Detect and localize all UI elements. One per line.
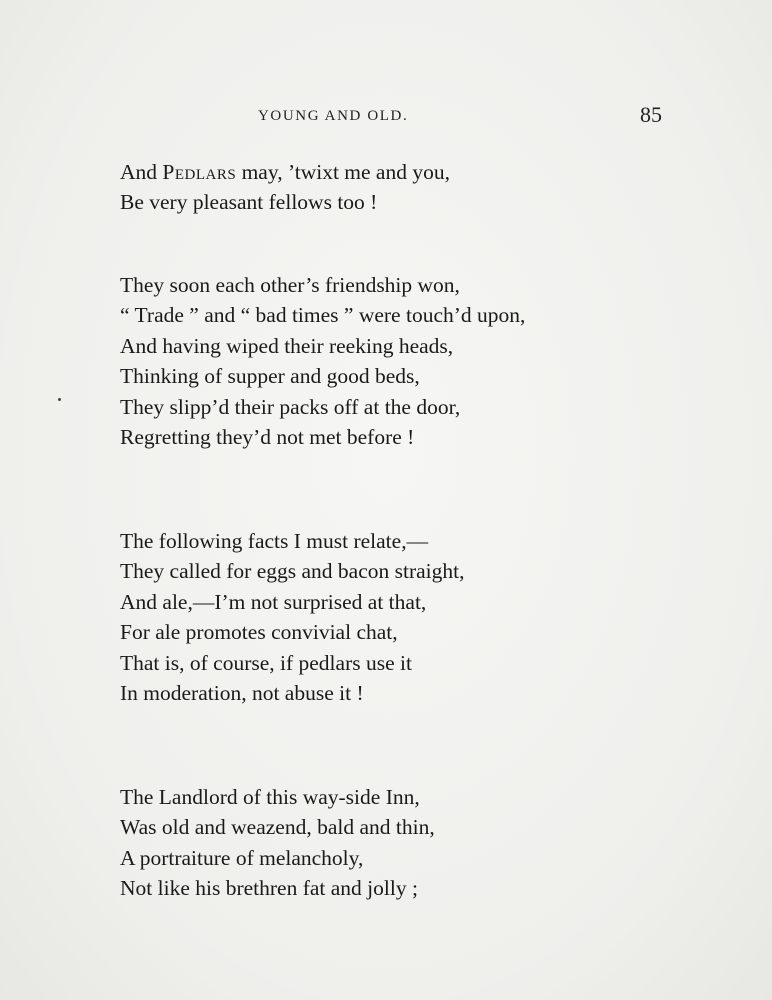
stanza-4 xyxy=(120,782,700,904)
page-number: 85 xyxy=(640,102,662,127)
running-title: YOUNG AND OLD. xyxy=(258,108,409,124)
line-text: may, ’twixt me and you, xyxy=(236,160,450,184)
poem-line xyxy=(120,157,700,187)
poem-line: That is, of course, if pedlars use it xyxy=(120,650,412,675)
ink-speck xyxy=(58,398,61,401)
poem-line: And having wiped their reeking heads, xyxy=(120,333,454,358)
poem-line: A portraiture of melancholy, xyxy=(120,845,364,870)
poem-line: Regretting they’d not met before ! xyxy=(120,425,415,450)
page-header xyxy=(0,100,772,130)
poem-line: Not like his brethren fat and jolly ; xyxy=(120,876,418,901)
line-text: And xyxy=(120,160,163,184)
small-caps-word: Pedlars xyxy=(162,160,237,184)
poem-line: Was old and weazend, bald and thin, xyxy=(120,815,435,840)
poem-line: Be very pleasant fellows too ! xyxy=(120,190,378,215)
poem-line: They soon each other’s friendship won, xyxy=(120,273,460,297)
poem-line: In moderation, not abuse it ! xyxy=(120,681,364,706)
poem-line: The following facts I must relate,— xyxy=(120,529,429,553)
poem-line: Thinking of supper and good beds, xyxy=(120,364,420,389)
stanza-1 xyxy=(120,157,700,218)
poem-line: For ale promotes convivial chat, xyxy=(120,620,398,645)
poem-line: They slipp’d their packs off at the door, xyxy=(120,394,461,419)
poem-line: They called for eggs and bacon straight, xyxy=(120,559,465,584)
poem-line: The Landlord of this way-side Inn, xyxy=(120,785,420,809)
stanza-3 xyxy=(120,526,700,708)
poem-line: And ale,—I’m not surprised at that, xyxy=(120,589,427,614)
stanza-2 xyxy=(120,270,700,452)
poem-line: “ Trade ” and “ bad times ” were touch’d upon, xyxy=(120,303,526,328)
